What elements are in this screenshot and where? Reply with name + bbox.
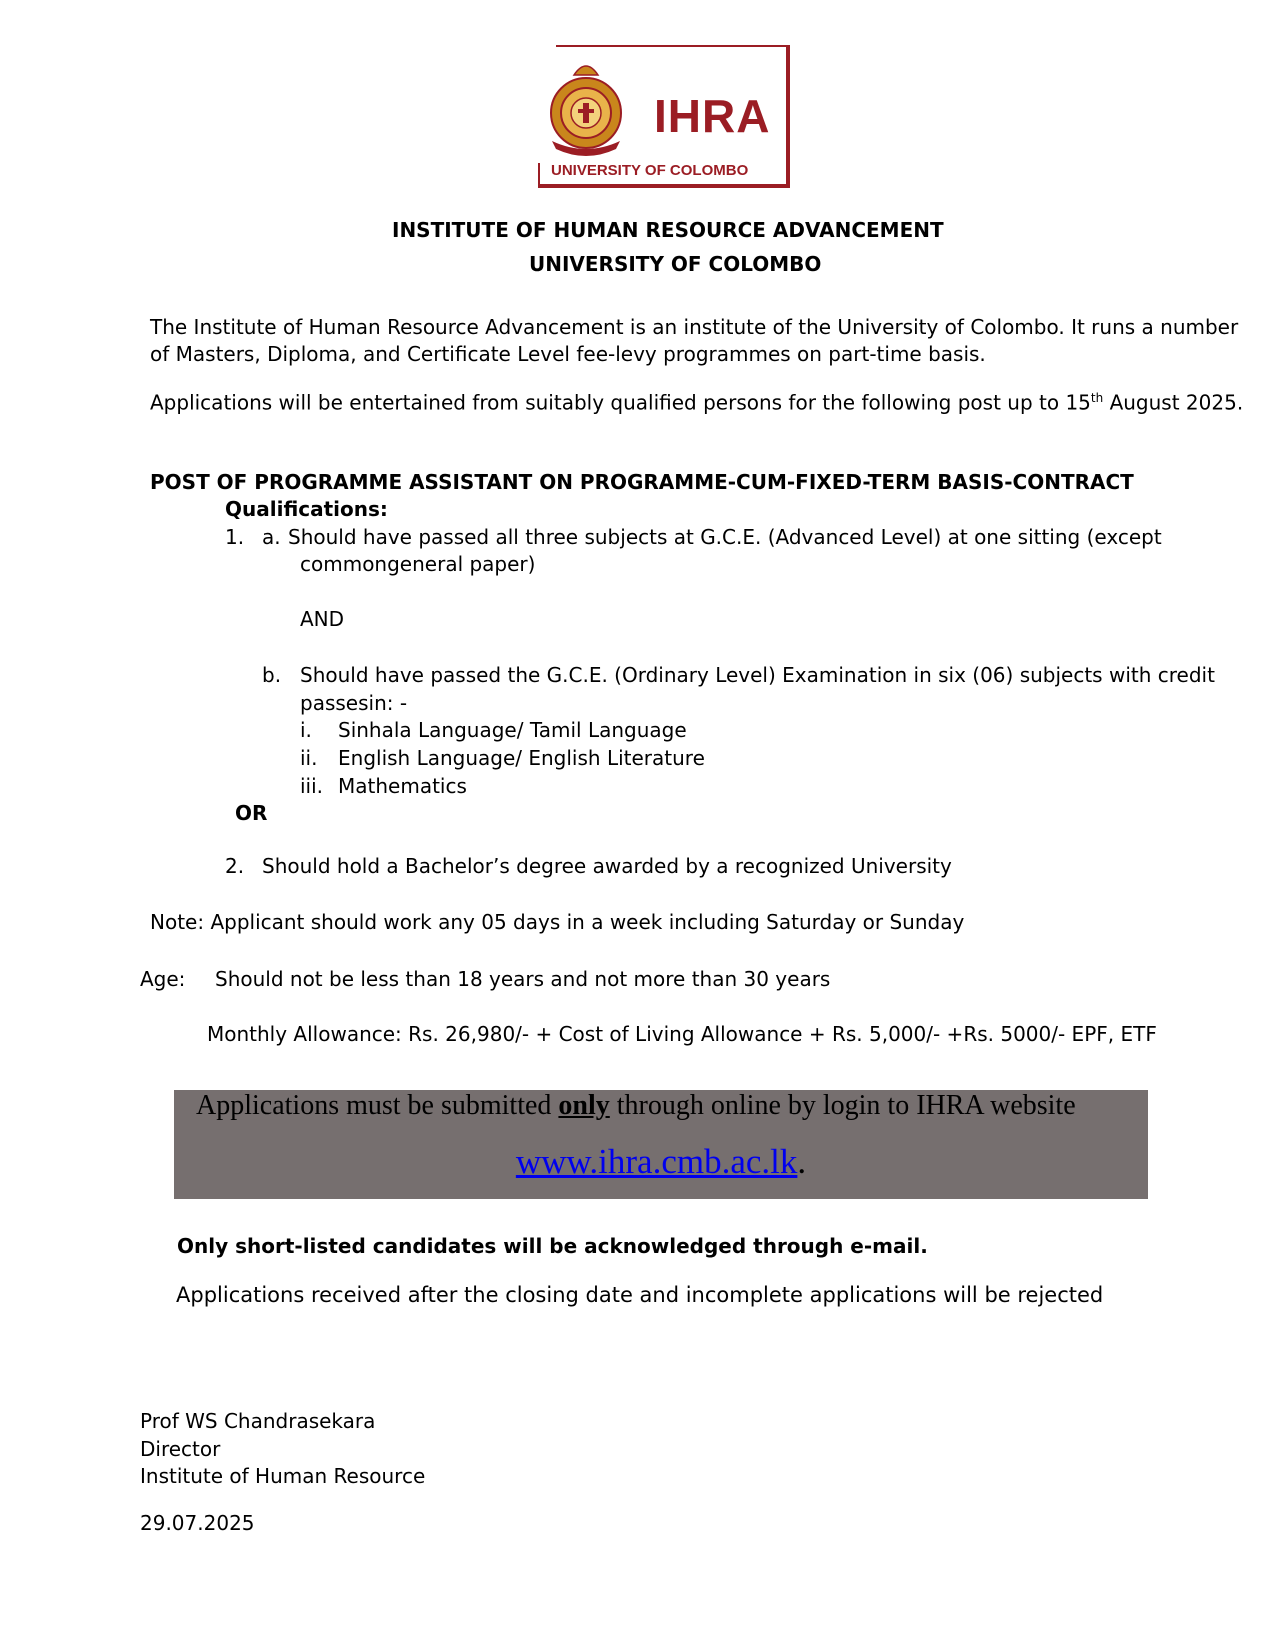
- rejection-notice: Applications received after the closing date and incomplete applications will be rejected: [176, 1283, 1104, 1307]
- logo-name: IHRA: [654, 90, 771, 142]
- signatory-institute: Institute of Human Resource: [140, 1464, 426, 1488]
- university-crest-icon: [551, 66, 621, 156]
- subject-2: English Language/ English Literature: [338, 746, 705, 770]
- subject-3: Mathematics: [338, 774, 467, 798]
- age-requirement: Should not be less than 18 years and not more than 30 years: [215, 967, 831, 991]
- subject-2-marker: ii.: [300, 746, 318, 770]
- subject-1-marker: i.: [300, 718, 312, 742]
- age-label: Age:: [140, 967, 186, 991]
- banner-url-line: www.ihra.cmb.ac.lk.: [515, 1142, 807, 1181]
- qualification-1a-line-1: Should have passed all three subjects at G.C.E. (Advanced Level) at one sitting (except: [288, 525, 1162, 549]
- banner-emphasis: only: [558, 1090, 610, 1121]
- qualification-1b-line-1: Should have passed the G.C.E. (Ordinary Level) Examination in six (06) subjects with credit: [300, 663, 1215, 687]
- shortlist-notice: Only short-listed candidates will be acknowledged through e-mail.: [177, 1234, 928, 1258]
- work-days-note: Note: Applicant should work any 05 days in a week including Saturday or Sunday: [150, 910, 965, 934]
- or-label: OR: [235, 801, 268, 825]
- qualification-2: Should hold a Bachelor’s degree awarded by a recognized University: [262, 854, 952, 878]
- subject-1: Sinhala Language/ Tamil Language: [338, 718, 687, 742]
- signatory-title: Director: [140, 1437, 221, 1461]
- website-link[interactable]: www.ihra.cmb.ac.lk: [515, 1142, 798, 1181]
- qualification-1a-marker: a.: [262, 525, 281, 549]
- university-title: UNIVERSITY OF COLOMBO: [529, 252, 822, 276]
- online-application-banner: [174, 1090, 1148, 1199]
- signatory-name: Prof WS Chandrasekara: [140, 1409, 376, 1433]
- banner-instruction: Applications must be submitted only through online by login to IHRA website: [196, 1090, 1076, 1121]
- intro-line-2: of Masters, Diploma, and Certificate Level fee-levy programmes on part-time basis.: [150, 342, 986, 366]
- ihra-logo: [538, 45, 790, 188]
- intro-line-1: The Institute of Human Resource Advancement is an institute of the University of Colombo. It runs a number: [150, 315, 1239, 339]
- intro-deadline: Applications will be entertained from suitably qualified persons for the following post up to 15th August 2025.: [150, 390, 1244, 415]
- monthly-allowance: Monthly Allowance: Rs. 26,980/- + Cost of Living Allowance + Rs. 5,000/- +Rs. 5000/- EPF, ETF: [207, 1022, 1157, 1046]
- qualification-1b-line-2: passesin: -: [300, 691, 408, 715]
- and-label: AND: [300, 607, 345, 631]
- institute-title: INSTITUTE OF HUMAN RESOURCE ADVANCEMENT: [392, 218, 944, 242]
- qualification-1b-marker: b.: [262, 663, 282, 687]
- post-title: POST OF PROGRAMME ASSISTANT ON PROGRAMME-CUM-FIXED-TERM BASIS-CONTRACT: [150, 470, 1134, 494]
- subject-3-marker: iii.: [300, 774, 324, 798]
- qualifications-label: Qualifications:: [225, 497, 388, 521]
- qualification-2-number: 2.: [225, 854, 245, 878]
- qualification-1a-line-2: commongeneral paper): [300, 552, 536, 576]
- qualification-1-number: 1.: [225, 525, 245, 549]
- logo-subtitle: UNIVERSITY OF COLOMBO: [551, 162, 749, 179]
- document-date: 29.07.2025: [140, 1511, 255, 1535]
